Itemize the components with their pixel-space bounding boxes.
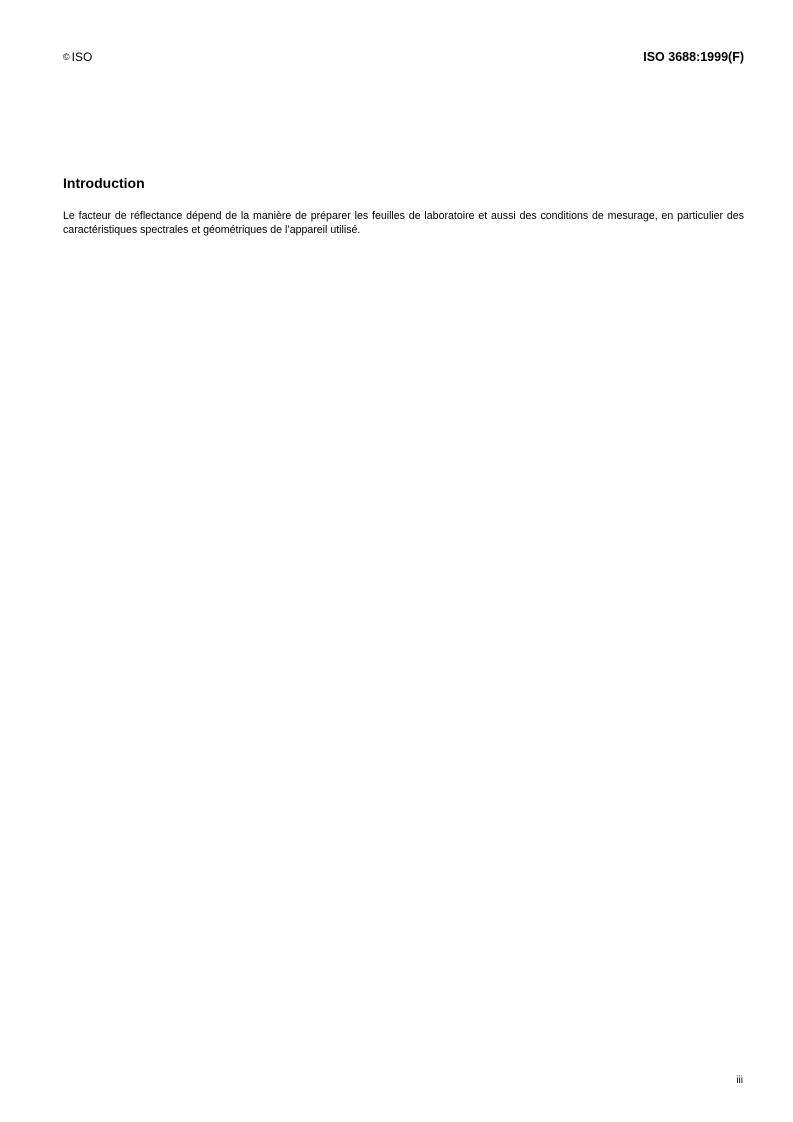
section-title: Introduction (63, 175, 145, 191)
copyright-notice (63, 50, 92, 64)
document-id: ISO 3688:1999(F) (643, 50, 744, 64)
page-number: iii (736, 1075, 743, 1086)
introduction-paragraph: Le facteur de réflectance dépend de la manière de préparer les feuilles de laboratoire et aussi des conditions de mesurage, en particulier des caractéristiques spectrales et géométriques de l’appareil utilisé. (63, 210, 744, 236)
copyright-symbol: © (63, 52, 70, 62)
copyright-org: ISO (71, 50, 93, 64)
